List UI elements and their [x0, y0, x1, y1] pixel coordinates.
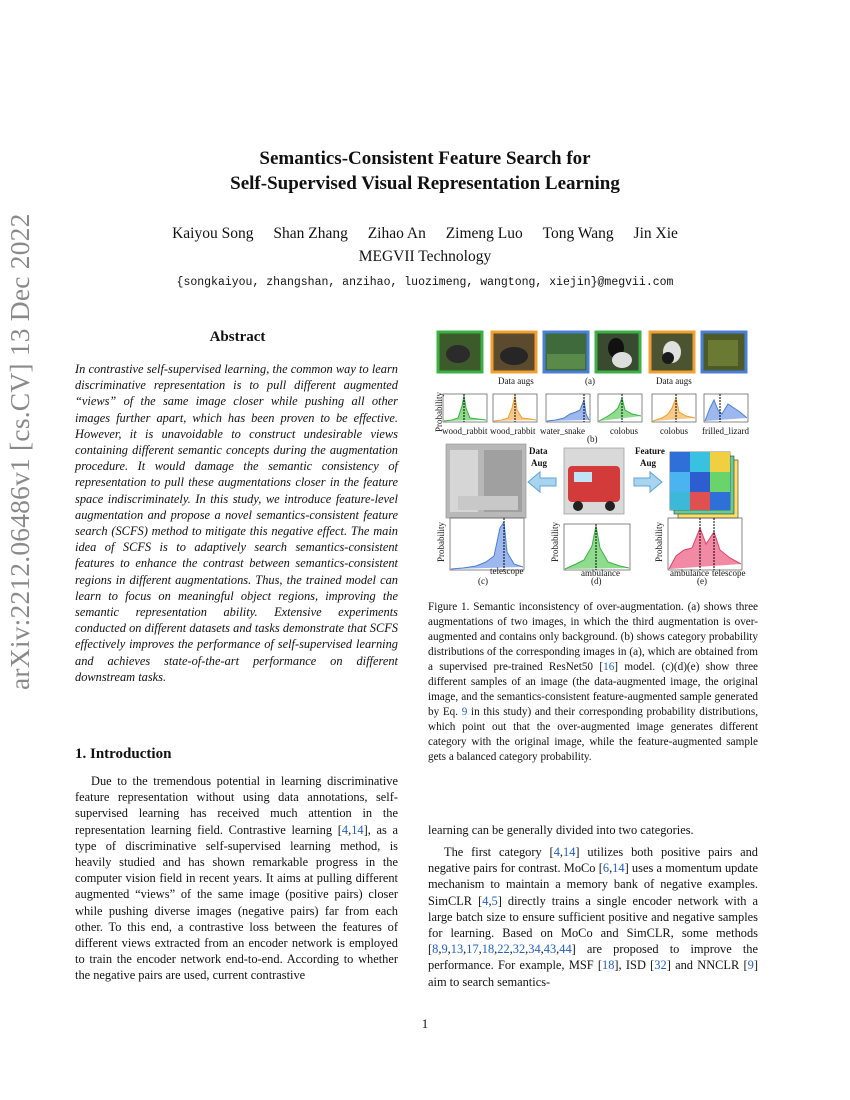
- affiliation: MEGVII Technology: [358, 248, 492, 265]
- citation-link[interactable]: 6: [602, 861, 610, 876]
- fig-label: colobus: [660, 426, 688, 436]
- fig-label: Data augs: [656, 376, 692, 386]
- fig-label: (b): [587, 434, 598, 444]
- paragraph-continuation: learning can be generally divided into two categories.: [428, 823, 694, 837]
- fig-label: telescope: [490, 566, 524, 576]
- figure-1-graphic: [428, 328, 758, 590]
- citation-link[interactable]: 22: [497, 942, 510, 957]
- feature-map-stack: [670, 452, 738, 518]
- author-list: [0, 225, 850, 243]
- citation-link[interactable]: 13: [450, 942, 464, 957]
- background-shape: [708, 340, 738, 366]
- fig-label: frilled_lizard: [702, 426, 749, 436]
- citation-link[interactable]: 8: [432, 942, 439, 957]
- fig-label: Probability: [434, 392, 444, 432]
- citation-link[interactable]: 4: [482, 893, 489, 908]
- author-emails: {songkaiyou, zhangshan, anzihao, luozimeng, wangtong, xiejin}@megvii.com: [176, 276, 674, 289]
- citation-link[interactable]: 32: [512, 942, 526, 957]
- fig-label: Probability: [436, 522, 446, 562]
- citation-link[interactable]: 4: [553, 845, 560, 859]
- arxiv-stamp: arXiv:2212.06486v1 [cs.CV] 13 Dec 2022: [4, 213, 35, 690]
- figure-caption: [428, 600, 758, 765]
- title-line-2: Self-Supervised Visual Representation Learning: [230, 173, 620, 194]
- author: Shan Zhang: [273, 225, 348, 242]
- text-run: in this study) and their corresponding probability distributions, which point out that the over-augmented image generates different category with the original image, while the feature-augmented sample gets a balanced category probability.: [428, 706, 758, 763]
- text-run: ] aim to search semantics-: [428, 958, 759, 989]
- text-run: Figure 1. Semantic inconsistency of over-augmentation. (a) shows three augmentations of two images, in which the third augmentation is over-augmented and contains only background. (b) shows category probability distributions of the corresponding images in (a), which are obtained from a supervised pre-trained ResNet50 [: [428, 601, 758, 673]
- abstract-heading: Abstract: [209, 329, 266, 345]
- text-run: ] and NNCLR [: [666, 958, 748, 973]
- feature-aug-arrow: [634, 472, 662, 492]
- citation-link[interactable]: 34: [528, 942, 541, 957]
- citation-link[interactable]: 14: [563, 845, 576, 859]
- probability-plots-b: [443, 394, 748, 422]
- fig-label: water_snake: [540, 426, 585, 436]
- fig-label: Feature: [635, 446, 665, 456]
- fig-label: (e): [697, 576, 707, 586]
- equation-link[interactable]: 9: [461, 706, 468, 718]
- windshield-shape: [574, 472, 592, 482]
- body-paragraph: The first category [4,14] utilizes both positive pairs and negative pairs for contrast. MoCo [6,14] uses a momentum update mechanism to maintain a memory bank of negative examples. SimCLR [4,5] directly trains a single encoder network with a large batch size to ensure sufficient positive and negative samples for learning. Based on MoCo and SimCLR, some methods [8,9,13,17,18,22,32,34,43,44] are proposed to improve the performance. For example, MSF [18], ISD [32] and NNCLR [9] aim to search semantics-: [428, 845, 759, 989]
- fig-label: wood_rabbit: [490, 426, 536, 436]
- citation-link[interactable]: 14: [612, 861, 625, 876]
- abstract-text: In contrastive self-supervised learning, the common way to learn discriminative representation is to pull different augmented “views” of the same image closer while pushing all other images further apart, which has been proven to be effective. However, it is unavoidable to construct undesirable views containing different semantic concepts during the augmentation procedure. It would damage the semantic consistency of representation to pull these augmentations closer in the feature space indiscriminately. In this study, we introduce feature-level augmentation and propose a novel semantics-consistent feature search (SCFS) method to mitigate this negative effect. The main idea of SCFS is to adaptively search semantics-consistent features to enhance the contrast between semantics-consistent regions in different augmentations. Thus, the trained model can learn to focus on meaningful object regions, improving the semantic representation ability. Extensive experiments conducted on different datasets and tasks demonstrate that SCFS effectively improves the performance of self-supervised learning and achieves state-of-the-art performance on different downstream tasks.: [75, 362, 398, 684]
- citation-link[interactable]: 4: [341, 822, 349, 837]
- citation-link[interactable]: 43: [543, 942, 557, 957]
- citation-link[interactable]: 17: [466, 942, 479, 957]
- author: Kaiyou Song: [172, 225, 254, 242]
- data-aug-arrow: [528, 472, 556, 492]
- rabbit-shape: [446, 345, 470, 363]
- fig-label: Aug: [640, 458, 657, 468]
- fig-label: ambulance: [670, 568, 709, 578]
- author: Tong Wang: [542, 225, 614, 242]
- rabbit-shape: [500, 347, 528, 365]
- paper-title: [0, 146, 850, 196]
- fig-label: ambulance: [581, 568, 620, 578]
- author: Zimeng Luo: [445, 225, 523, 242]
- citation-link[interactable]: 14: [351, 822, 364, 837]
- fig-label: (a): [585, 376, 595, 386]
- fig-label: (d): [591, 576, 602, 586]
- text-run: ], ISD [: [614, 958, 655, 973]
- citation-link[interactable]: 9: [441, 942, 448, 957]
- fig-label: wood_rabbit: [442, 426, 488, 436]
- fig-label: Probability: [550, 522, 560, 562]
- monkey-shape: [662, 352, 674, 364]
- fig-label: Aug: [531, 458, 548, 468]
- text-run: ] directly trains a single encoder network with a large batch size to ensure sufficient positive and negative samples for learning. Based on MoCo and SimCLR, some methods [: [428, 893, 758, 957]
- text-run: ] utilizes both positive pairs and negative pairs for contrast. MoCo [: [428, 845, 759, 876]
- title-line-1: Semantics-Consistent Feature Search for: [259, 148, 591, 169]
- section-heading: 1. Introduction: [75, 746, 172, 762]
- monkey-shape: [612, 352, 632, 368]
- intro-paragraph: Due to the tremendous potential in learning discriminative feature representation without using data annotations, self-supervised learning has received much attention in the representation learning field. Contrastive learning [4,14], as a type of discriminative self-supervised learning method, is heavily studied and has shown remarkable progress in the computer vision field in recent years. It aims at pulling different augmented “views” of the same image (positive pairs) closer while pushing diverse images (negative pairs) far from each other. To this end, a contrastive loss between the features of different views extracted from an encoder network is employed to train the encoder network end-to-end. According to whether the negative pairs are used, current contrastive: [75, 774, 398, 983]
- author: Jin Xie: [633, 225, 678, 242]
- citation-link[interactable]: 16: [603, 661, 615, 673]
- fig-label: Probability: [654, 522, 664, 562]
- fig-label: (c): [478, 576, 488, 586]
- text-run: Due to the tremendous potential in learning discriminative feature representation without using data annotations, self-supervised learning has received much attention in the representation learning field. Contrastive learning [: [75, 774, 398, 837]
- ambulance-shape: [568, 466, 620, 502]
- text-run: ] model. (c)(d)(e) show three different samples of an image (the data-augmented image, the original image, and the semantics-consistent feature-augmented sample generated by Eq.: [428, 661, 759, 718]
- citation-link[interactable]: 44: [559, 942, 572, 957]
- text-run: ], as a type of discriminative self-supervised learning method, is heavily studied and has shown remarkable progress in the computer vision field in recent years. It aims at pulling different augmented “views” of the same image (positive pairs) closer while pushing diverse images (negative pairs) far from each other. To this end, a contrastive loss between the features of different views extracted from an encoder network is employed to train the encoder network end-to-end. According to whether the negative pairs are used, current contrastive: [75, 822, 398, 983]
- text-run: The first category [: [444, 845, 554, 859]
- text-run: ] uses a momentum update mechanism to maintain a memory bank of negative examples. SimCLR [: [428, 861, 758, 908]
- page-number: 1: [421, 1016, 429, 1031]
- citation-link[interactable]: 5: [491, 893, 498, 908]
- citation-link[interactable]: 9: [747, 958, 754, 973]
- fig-label: colobus: [610, 426, 638, 436]
- citation-link[interactable]: 18: [602, 958, 615, 973]
- fig-label: Data augs: [498, 376, 534, 386]
- probability-plots-cde: [450, 518, 742, 570]
- citation-link[interactable]: 32: [654, 958, 667, 973]
- background-shape: [547, 354, 585, 369]
- fig-label: telescope: [712, 568, 746, 578]
- author: Zihao An: [367, 225, 426, 242]
- floor-shape: [458, 496, 518, 510]
- text-run: ] are proposed to improve the performance. For example, MSF [: [428, 942, 758, 973]
- augmentation-thumbnails: [438, 332, 746, 372]
- middle-row: [446, 444, 738, 518]
- citation-link[interactable]: 18: [481, 942, 495, 957]
- fig-label: Data: [529, 446, 548, 456]
